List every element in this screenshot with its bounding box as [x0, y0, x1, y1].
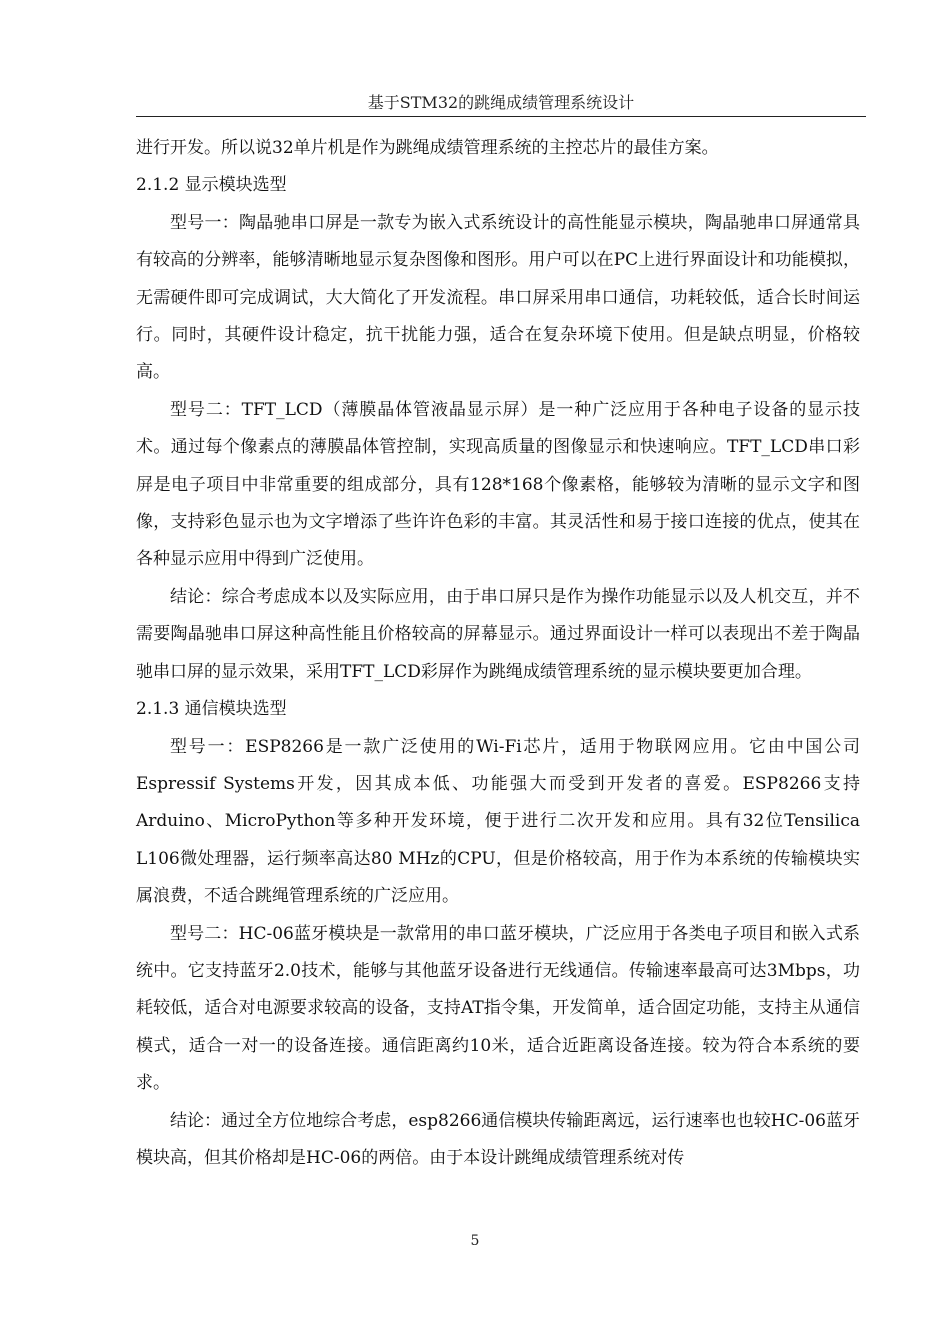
paragraph-comm-option-2: 型号二：HC-06蓝牙模块是一款常用的串口蓝牙模块，广泛应用于各类电子项目和嵌入式系统中。它支持蓝牙2.0技术，能够与其他蓝牙设备进行无线通信。传输速率最高可达3Mbps，功耗较低，适合对电源要求较高的设备，支持AT指令集，开发简单，适合固定功能，支持主从通信模式，适合一对一的设备连接。通信距离约10米，适合近距离设备连接。较为符合本系统的要求。	[136, 923, 860, 1094]
paragraph-comm-option-1: 型号一：ESP8266是一款广泛使用的Wi-Fi芯片，适用于物联网应用。它由中国公司Espressif Systems开发，因其成本低、功能强大而受到开发者的喜爱。ESP8266支持Arduino、MicroPython等多种开发环境，便于进行二次开发和应用。具有32位Tensilica L106微处理器，运行频率高达80 MHz的CPU，但是价格较高，用于作为本系统的传输模块实属浪费，不适合跳绳管理系统的广泛应用。	[136, 736, 860, 907]
section-heading-communication-module: 2.1.3 通信模块选型	[136, 699, 287, 720]
document-body	[136, 130, 860, 1177]
paragraph-display-option-2: 型号二：TFT_LCD（薄膜晶体管液晶显示屏）是一种广泛应用于各种电子设备的显示技术。通过每个像素点的薄膜晶体管控制，实现高质量的图像显示和快速响应。TFT_LCD串口彩屏是电子项目中非常重要的组成部分，具有128*168个像素格，能够较为清晰的显示文字和图像，支持彩色显示也为文字增添了些许许色彩的丰富。其灵活性和易于接口连接的优点，使其在各种显示应用中得到广泛使用。	[136, 399, 860, 570]
page-number: 5	[470, 1233, 480, 1249]
section-heading-display-module: 2.1.2 显示模块选型	[136, 175, 287, 196]
running-header: 基于STM32的跳绳成绩管理系统设计	[136, 90, 866, 117]
paragraph-display-conclusion: 结论：综合考虑成本以及实际应用，由于串口屏只是作为操作功能显示以及人机交互，并不需要陶晶驰串口屏这种高性能且价格较高的屏幕显示。通过界面设计一样可以表现出不差于陶晶驰串口屏的显示效果，采用TFT_LCD彩屏作为跳绳成绩管理系统的显示模块要更加合理。	[136, 586, 860, 682]
paragraph-continuation: 进行开发。所以说32单片机是作为跳绳成绩管理系统的主控芯片的最佳方案。	[136, 138, 719, 158]
paragraph-comm-conclusion: 结论：通过全方位地综合考虑，esp8266通信模块传输距离远，运行速率也也较HC-06蓝牙模块高，但其价格却是HC-06的两倍。由于本设计跳绳成绩管理系统对传	[136, 1110, 860, 1168]
paragraph-display-option-1: 型号一：陶晶驰串口屏是一款专为嵌入式系统设计的高性能显示模块，陶晶驰串口屏通常具有较高的分辨率，能够清晰地显示复杂图像和图形。用户可以在PC上进行界面设计和功能模拟，无需硬件即可完成调试，大大简化了开发流程。串口屏采用串口通信，功耗较低，适合长时间运行。同时，其硬件设计稳定，抗干扰能力强，适合在复杂环境下使用。但是缺点明显，价格较高。	[136, 212, 860, 383]
